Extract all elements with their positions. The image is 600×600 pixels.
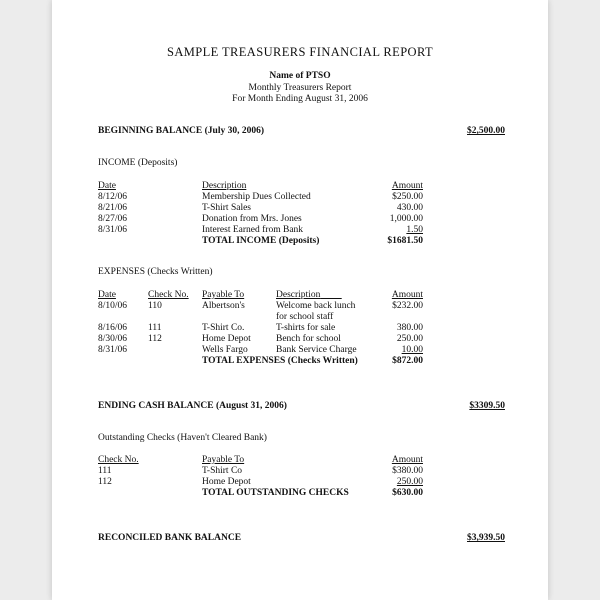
income-row-date: 8/27/06 (98, 214, 128, 224)
expense-row-description: Bank Service Charge (276, 345, 357, 355)
outstanding-heading: Outstanding Checks (Haven't Cleared Bank) (98, 433, 267, 443)
expense-row-amount: 10.00 (401, 345, 423, 355)
income-total-label: TOTAL INCOME (Deposits) (202, 236, 320, 246)
expenses-total-amount: $872.00 (392, 356, 423, 366)
income-row-description: Interest Earned from Bank (202, 225, 304, 235)
income-heading: INCOME (Deposits) (98, 158, 178, 168)
expense-row-check: 112 (148, 334, 162, 344)
expense-row-date: 8/16/06 (98, 323, 128, 333)
income-col-amount: Amount (391, 181, 423, 191)
expenses-col-amount: Amount (391, 290, 423, 300)
outstanding-row-payable: Home Depot (202, 477, 251, 487)
expense-row-description: Welcome back lunch (276, 301, 356, 311)
expense-row-check: 110 (148, 301, 162, 311)
expense-row-date: 8/30/06 (98, 334, 128, 344)
expense-row-amount: 380.00 (396, 323, 423, 333)
expense-row-payable: Albertson's (202, 301, 245, 311)
outstanding-col-payable: Payable To (202, 455, 245, 465)
ending-balance-label: ENDING CASH BALANCE (August 31, 2006) (98, 401, 287, 411)
expense-row-amount: 250.00 (396, 334, 423, 344)
report-subtitle: Monthly Treasurers Report (248, 83, 352, 93)
outstanding-row-amount: 250.00 (396, 477, 423, 487)
income-row-description: Membership Dues Collected (202, 192, 311, 202)
income-row-amount: 430.00 (396, 203, 423, 213)
outstanding-row-amount: $380.00 (392, 466, 423, 476)
expenses-col-description (276, 290, 342, 301)
income-row-date: 8/12/06 (98, 192, 128, 202)
expense-row-description-cont: for school staff (276, 312, 334, 322)
expenses-col-payable: Payable To (202, 290, 245, 300)
expenses-col-description-text: Description (276, 290, 321, 300)
beginning-balance-label: BEGINNING BALANCE (July 30, 2006) (98, 126, 265, 136)
income-row-amount: 1,000.00 (389, 214, 423, 224)
report-period: For Month Ending August 31, 2006 (232, 94, 368, 104)
income-total-amount: $1681.50 (387, 236, 423, 246)
income-row-description: T-Shirt Sales (202, 203, 251, 213)
org-name: Name of PTSO (269, 71, 331, 81)
expense-row-payable: Home Depot (202, 334, 251, 344)
expense-row-description: Bench for school (276, 334, 341, 344)
outstanding-row-payable: T-Shirt Co (202, 466, 243, 476)
reconciled-balance-label: RECONCILED BANK BALANCE (98, 533, 242, 543)
expenses-col-date: Date (98, 290, 116, 300)
expenses-total-label: TOTAL EXPENSES (Checks Written) (202, 356, 358, 366)
report-page (52, 0, 548, 600)
expense-row-amount: $232.00 (392, 301, 423, 311)
report-title: SAMPLE TREASURERS FINANCIAL REPORT (166, 45, 433, 59)
income-row-date: 8/21/06 (98, 203, 128, 213)
income-col-date: Date (98, 181, 116, 191)
income-row-amount: $250.00 (392, 192, 423, 202)
beginning-balance-amount: $2,500.00 (467, 126, 505, 136)
expenses-heading: EXPENSES (Checks Written) (98, 267, 213, 277)
outstanding-row-check: 112 (98, 477, 112, 487)
income-col-description: Description (202, 181, 247, 191)
outstanding-total-label: TOTAL OUTSTANDING CHECKS (202, 488, 349, 498)
outstanding-col-check: Check No. (98, 455, 139, 465)
expense-row-date: 8/31/06 (98, 345, 128, 355)
expense-row-payable: T-Shirt Co. (202, 323, 245, 333)
income-row-date: 8/31/06 (98, 225, 128, 235)
outstanding-row-check: 111 (98, 466, 112, 476)
reconciled-balance-amount: $3,939.50 (467, 533, 505, 543)
expense-row-description: T-shirts for sale (276, 323, 336, 333)
outstanding-total-amount: $630.00 (392, 488, 423, 498)
income-row-amount: 1.50 (406, 225, 423, 235)
income-row-description: Donation from Mrs. Jones (202, 214, 302, 224)
expense-row-check: 111 (148, 323, 162, 333)
outstanding-col-amount: Amount (391, 455, 423, 465)
expense-row-payable: Wells Fargo (202, 345, 248, 355)
ending-balance-amount: $3309.50 (469, 401, 505, 411)
expenses-col-check: Check No. (148, 290, 189, 300)
expense-row-date: 8/10/06 (98, 301, 128, 311)
